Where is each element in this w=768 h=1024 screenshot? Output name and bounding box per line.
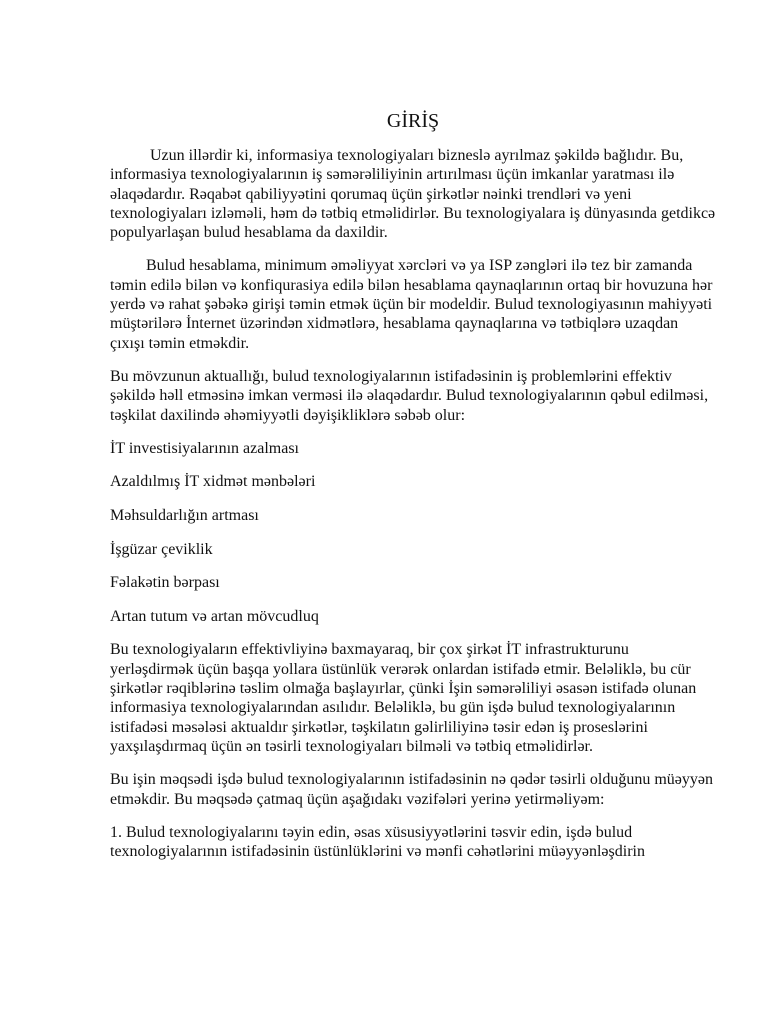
relevance-paragraph: Bu mövzunun aktuallığı, bulud texnologiyalarının istifadəsinin iş problemlərini effektiv şəkildə həll etməsinə imkan verməsi ilə əlaqədardır. Bulud texnologiyalarının qəbul edilməsi, təşkilat daxilində əhəmiyyətli dəyişikliklərə səbəb olur: — [110, 367, 709, 424]
document-page — [110, 108, 716, 875]
benefits-list — [110, 439, 716, 626]
document-title: GİRİŞ — [386, 110, 440, 132]
list-item: Artan tutum və artan mövcudluq — [110, 607, 319, 625]
list-item: Məhsuldarlığın artması — [110, 507, 259, 525]
list-item: İşgüzar çeviklik — [110, 540, 213, 558]
list-item: Azaldılmış İT xidmət mənbələri — [110, 473, 316, 491]
intro-paragraph: Uzun illərdir ki, informasiya texnologiyaları bizneslə ayrılmaz şəkildə bağlıdır. Bu, informasiya texnologiyalarının iş səmərəliliyinin artırılması üçün imkanlar yaratması ilə əlaqədardır. Rəqabət qabiliyyətini qorumaq üçün şirkətlər nəinki trendləri və yeni texnologiyaları izləməli, həm də tətbiq etməlidirlər. Bu texnologiyalara iş dünyasında getdikcə populyarlaşan bulud hesablama da daxildir. — [110, 147, 716, 242]
list-item: Fəlakətin bərpası — [110, 574, 220, 592]
effectiveness-paragraph: Bu texnologiyaların effektivliyinə baxmayaraq, bir çox şirkət İT infrastrukturunu yerləşdirmək üçün başqa yollara üstünlük verərək onlardan istifadə etmir. Beləliklə, bu cür şirkətlər rəqiblərinə təslim olmağa başlayırlar, çünki İşin səmərəliliyi əsasən istifadə olunan informasiya texnologiyalarından asılıdır. Beləliklə, bu gün işdə bulud texnologiyalarının istifadəsi məsələsi aktualdır şirkətlər, təşkilatın gəlirliliyinə təsir edən iş proseslərini yaxşılaşdırmaq üçün ən təsirli texnologiyaları bilməli və tətbiq etməlidirlər. — [110, 641, 697, 755]
task-paragraph: 1. Bulud texnologiyalarını təyin edin, əsas xüsusiyyətlərini təsvir edin, işdə bulud texnologiyalarının istifadəsinin üstünlüklərini və mənfi cəhətlərini müəyyənləşdirin — [110, 823, 645, 861]
goal-paragraph: Bu işin məqsədi işdə bulud texnologiyalarının istifadəsinin nə qədər təsirli olduğunu müəyyən etməkdir. Bu məqsədə çatmaq üçün aşağıdakı vəzifələri yerinə yetirməliyəm: — [110, 771, 714, 808]
cloud-definition-paragraph: Bulud hesablama, minimum əməliyyat xərcləri və ya ISP zəngləri ilə tez bir zamanda təmin edilə bilən və konfiqurasiya edilə bilən hesablama qaynaqlarının ortaq bir hovuzuna hər yerdə və rahat şəbəkə girişi təmin etmək üçün bir modeldir. Bulud texnologiyasının mahiyyəti müştərilərə İnternet üzərindən xidmətlərə, hesablama qaynaqlarına və tətbiqlərə uzaqdan çıxışı təmin etməkdir. — [110, 257, 713, 352]
list-item: İT investisiyalarının azalması — [110, 439, 299, 457]
